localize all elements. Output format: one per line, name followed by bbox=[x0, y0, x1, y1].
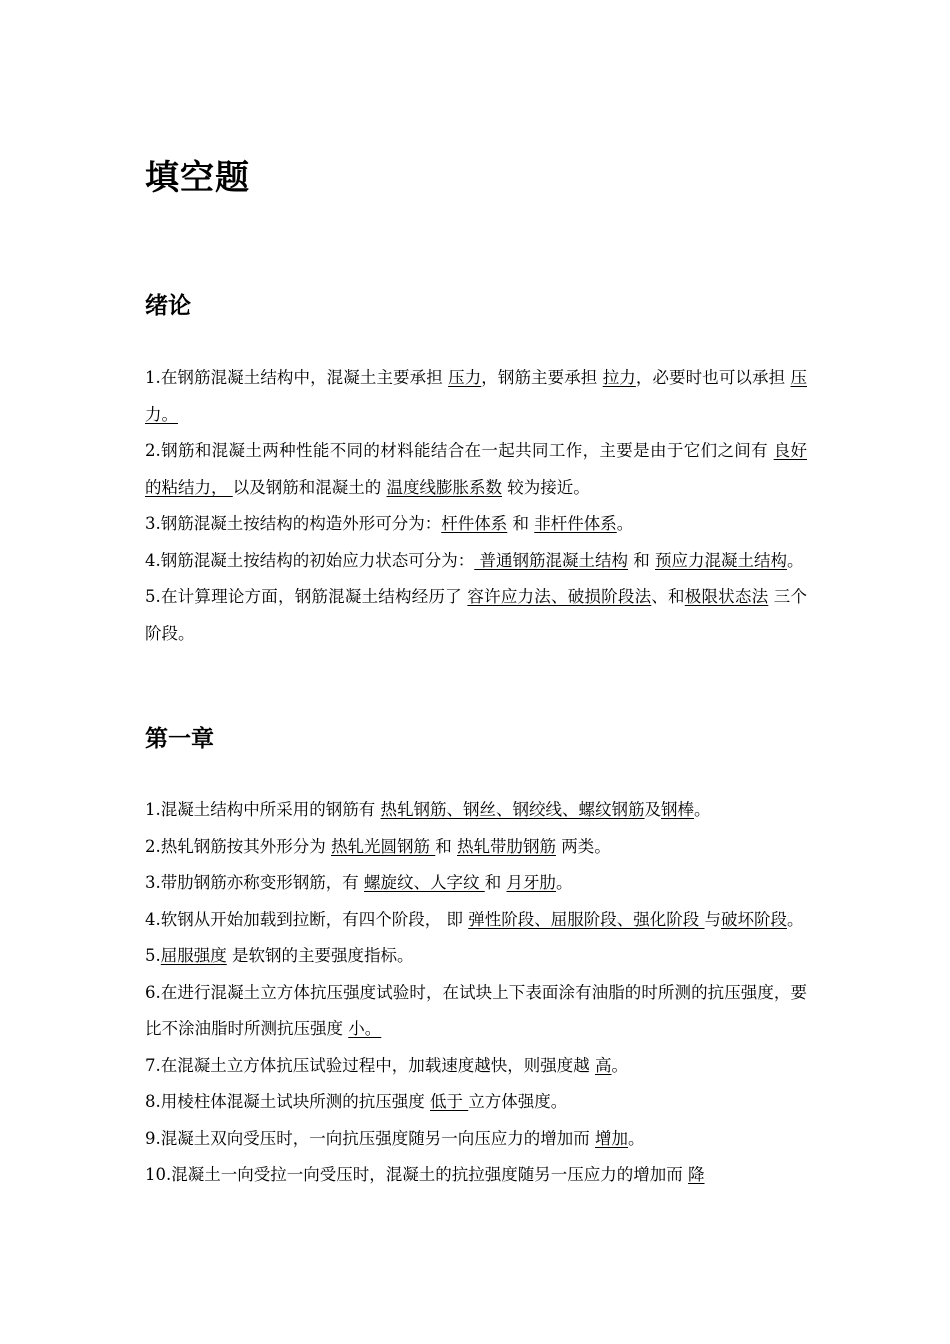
question-text: 9.混凝土双向受压时，一向抗压强度随另一向压应力的增加而 bbox=[145, 1128, 595, 1148]
answer-blank: 增加 bbox=[595, 1128, 628, 1148]
question-text: 及 bbox=[644, 800, 661, 819]
question-text: 以及钢筋和混凝土的 bbox=[232, 477, 387, 497]
answer-blank: 热轧钢筋、钢丝、钢绞线、螺纹钢筋 bbox=[380, 800, 645, 819]
question-text: 。 bbox=[786, 909, 804, 929]
question-item bbox=[145, 1157, 807, 1194]
answer-blank: 普通钢筋混凝土结构 bbox=[474, 550, 628, 570]
question-text: 4.钢筋混凝土按结构的初始应力状态可分为： bbox=[145, 550, 475, 570]
question-text: 1.在钢筋混凝土结构中，混凝土主要承担 bbox=[145, 368, 449, 387]
answer-blank: 屈服强度 bbox=[160, 946, 227, 965]
answer-blank: 压力。 bbox=[145, 368, 807, 424]
question-item bbox=[145, 865, 807, 902]
question-text: 是软钢的主要强度指标。 bbox=[226, 946, 414, 965]
question-item bbox=[145, 1121, 807, 1158]
question-item bbox=[145, 1048, 807, 1085]
question-item bbox=[145, 792, 807, 829]
question-text: 5. bbox=[145, 946, 161, 965]
question-text: 2.热轧钢筋按其外形分为 bbox=[145, 836, 331, 856]
question-text: 4.软钢从开始加载到拉断，有四个阶段， 即 bbox=[145, 909, 469, 929]
question-text: 两类。 bbox=[556, 836, 611, 856]
question-item bbox=[145, 543, 807, 580]
question-list-intro bbox=[145, 360, 807, 652]
question-item bbox=[145, 506, 807, 543]
answer-blank: 破坏阶段 bbox=[720, 909, 787, 929]
question-text: 10.混凝土一向受拉一向受压时，混凝土的抗拉强度随另一压应力的增加而 bbox=[145, 1165, 688, 1184]
answer-blank: 钢棒 bbox=[661, 800, 694, 819]
question-text: 和 bbox=[507, 514, 535, 533]
question-text: 3.钢筋混凝土按结构的构造外形可分为： bbox=[145, 514, 442, 533]
answer-blank: 弹性阶段、屈服阶段、强化阶段 bbox=[468, 909, 705, 929]
question-text: 1.混凝土结构中所采用的钢筋有 bbox=[145, 800, 381, 819]
question-text: 和 bbox=[628, 550, 655, 570]
answer-blank: 热轧光圆钢筋 bbox=[331, 836, 436, 856]
question-text: 与 bbox=[704, 909, 721, 929]
question-text: 和 bbox=[435, 836, 457, 856]
question-text: 。 bbox=[628, 1128, 645, 1148]
question-text: 。 bbox=[787, 550, 804, 570]
question-text: 较为接近。 bbox=[502, 477, 590, 497]
question-text: 8.用棱柱体混凝土试块所测的抗压强度 bbox=[145, 1092, 430, 1111]
question-text: 5.在计算理论方面，钢筋混凝土结构经历了 bbox=[145, 587, 468, 606]
answer-blank: 良好的粘结力， bbox=[145, 441, 808, 497]
answer-blank: 月牙肋 bbox=[506, 873, 556, 892]
question-item bbox=[145, 829, 807, 866]
question-item bbox=[145, 360, 807, 433]
answer-blank: 螺旋纹、人字纹 bbox=[364, 873, 485, 892]
answer-blank: 小。 bbox=[348, 1019, 382, 1038]
section-heading-intro: 绪论 bbox=[145, 293, 191, 319]
question-text: 3.带肋钢筋亦称变形钢筋，有 bbox=[145, 873, 364, 892]
question-item bbox=[145, 902, 807, 939]
question-text: 。 bbox=[556, 873, 573, 892]
answer-blank: 高 bbox=[595, 1055, 612, 1075]
answer-blank: 温度线膨胀系数 bbox=[386, 477, 502, 497]
question-text: 和 bbox=[484, 873, 507, 892]
page-title: 填空题 bbox=[145, 158, 250, 198]
question-item bbox=[145, 975, 807, 1048]
question-text: 、和 bbox=[651, 587, 685, 606]
answer-blank: 预应力混凝土结构 bbox=[655, 550, 787, 570]
question-text: 。 bbox=[611, 1055, 628, 1075]
question-text: 。 bbox=[694, 800, 711, 819]
answer-blank: 压力 bbox=[448, 368, 482, 387]
question-item bbox=[145, 433, 807, 506]
answer-blank: 杆件体系 bbox=[441, 514, 508, 533]
question-text: 三个阶段。 bbox=[145, 587, 807, 643]
question-list-chapter-1 bbox=[145, 792, 807, 1194]
question-item bbox=[145, 1084, 807, 1121]
question-text: 2.钢筋和混凝土两种性能不同的材料能结合在一起共同工作，主要是由于它们之间有 bbox=[145, 441, 774, 460]
question-item bbox=[145, 938, 807, 975]
question-text: ，必要时也可以承担 bbox=[635, 368, 791, 387]
answer-blank: 热轧带肋钢筋 bbox=[457, 836, 556, 856]
answer-blank: 容许应力法、破损阶段法 bbox=[467, 587, 652, 606]
answer-blank: 低于 bbox=[430, 1092, 469, 1111]
answer-blank: 拉力 bbox=[602, 368, 636, 387]
question-text: 7.在混凝土立方体抗压试验过程中，加载速度越快，则强度越 bbox=[145, 1055, 595, 1075]
answer-blank: 极限状态法 bbox=[684, 587, 769, 606]
question-text: 立方体强度。 bbox=[468, 1092, 568, 1111]
question-text: 6.在进行混凝土立方体抗压强度试验时，在试块上下表面涂有油脂的时所测的抗压强度，要比不涂油脂时所测抗压强度 bbox=[145, 982, 807, 1038]
question-text: ，钢筋主要承担 bbox=[481, 368, 603, 387]
section-heading-chapter-1: 第一章 bbox=[145, 726, 214, 752]
question-text: 。 bbox=[616, 514, 634, 533]
answer-blank: 非杆件体系 bbox=[534, 514, 617, 533]
question-item bbox=[145, 579, 807, 652]
answer-blank: 降 bbox=[688, 1165, 705, 1184]
